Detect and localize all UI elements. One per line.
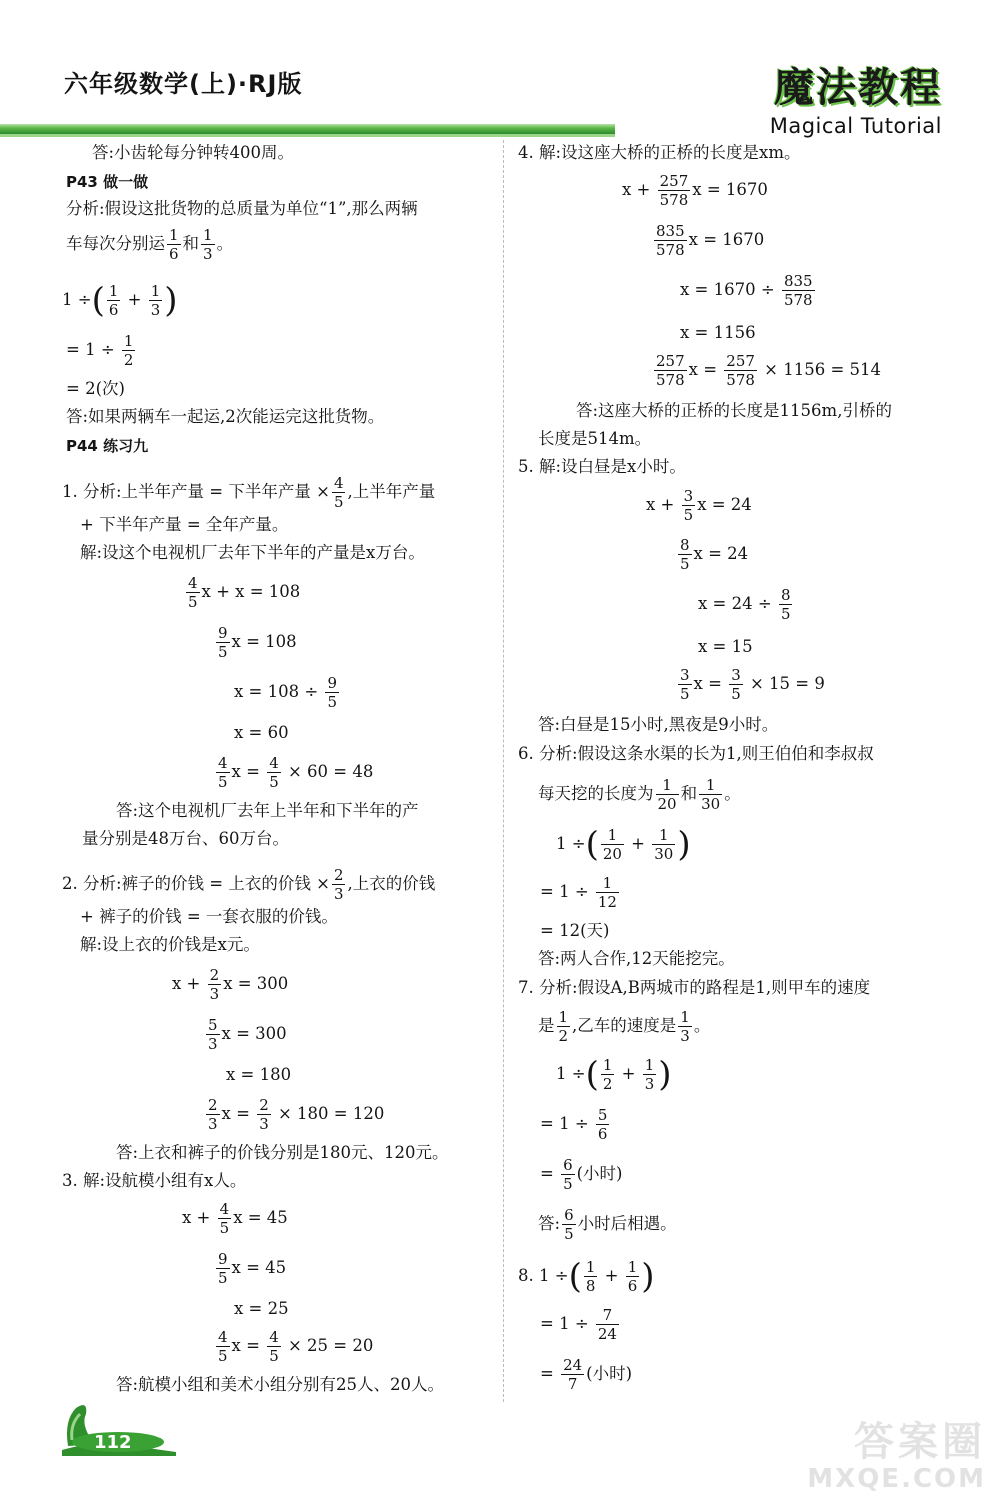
equation-line: $\frac{4}{5}$ x + x = 108 [188, 574, 301, 611]
equation-line: $\frac{4}{5}$ x = $\frac{4}{5}$ × 60 = 48 [218, 754, 374, 791]
page-number-badge [58, 1400, 178, 1458]
equation-line: $\frac{4}{5}$ x = $\frac{4}{5}$ × 25 = 20 [218, 1328, 374, 1365]
equation-line: $\frac{8}{5}$ x = 24 [680, 536, 749, 573]
solution-line: 3. 解:设航模小组有x人。 [62, 1171, 247, 1190]
equation-line: = 2(次) [66, 379, 125, 398]
analysis-line: 每天挖的长度为 $\frac{1}{20}$ 和 $\frac{1}{30}$ 。 [538, 776, 741, 813]
answer-line: 量分别是48万台、60万台。 [82, 829, 289, 848]
analysis-line: 车每次分别运 $\frac{1}{6}$ 和 $\frac{1}{3}$ 。 [66, 226, 234, 263]
solution-line: 解:设上衣的价钱是x元。 [80, 935, 260, 954]
equation-line: = 1 ÷ $\frac{7}{24}$ [540, 1306, 617, 1343]
analysis-line: + 下半年产量 = 全年产量。 [80, 515, 289, 534]
answer-line: 答:两人合作,12天能挖完。 [538, 949, 735, 968]
analysis-line: + 裤子的价钱 = 一套衣服的价钱。 [80, 907, 338, 926]
equation-line: x = 180 [226, 1065, 292, 1084]
solution-line: 解:设这个电视机厂去年下半年的产量是x万台。 [80, 543, 425, 562]
equation-line: = 12(天) [540, 921, 610, 940]
equation-line: $\frac{3}{5}$ x = $\frac{3}{5}$ × 15 = 9 [680, 666, 825, 703]
equation-line: $\frac{257}{578}$ x = $\frac{257}{578}$ × 1156 = 514 [656, 352, 882, 389]
equation-line: 1 ÷( $\frac{1}{20}$ + $\frac{1}{30}$ ) [556, 824, 691, 865]
equation-line: = 1 ÷ $\frac{5}{6}$ [540, 1106, 608, 1143]
book-title: 六年级数学(上)·RJ版 [64, 70, 303, 98]
brand-title-en: Magical Tutorial [769, 114, 942, 138]
answer-line: 答:航模小组和美术小组分别有25人、20人。 [116, 1375, 445, 1394]
equation-line: $\frac{9}{5}$ x = 108 [218, 624, 297, 661]
answer-line: 答:如果两辆车一起运,2次能运完这批货物。 [66, 407, 385, 426]
equation-line: x = 1670 ÷ $\frac{835}{578}$ [680, 272, 813, 309]
column-divider [503, 140, 504, 1402]
analysis-line: 是 $\frac{1}{2}$ ,乙车的速度是 $\frac{1}{3}$ 。 [538, 1008, 711, 1045]
answer-line: 答:小齿轮每分钟转400周。 [92, 143, 295, 162]
equation-line: x = 25 [234, 1299, 289, 1318]
page-number: 112 [94, 1432, 132, 1453]
answer-line: 答:这个电视机厂去年上半年和下半年的产 [116, 801, 419, 820]
equation-line: $\frac{9}{5}$ x = 45 [218, 1250, 287, 1287]
equation-line: x = 60 [234, 723, 289, 742]
equation-line: x = 108 ÷ $\frac{9}{5}$ [234, 674, 337, 711]
solution-line: 5. 解:设白昼是x小时。 [518, 457, 686, 476]
equation-line: x + $\frac{4}{5}$ x = 45 [182, 1200, 288, 1237]
header-green-bar [0, 124, 615, 134]
analysis-line: 7. 分析:假设A,B两城市的路程是1,则甲车的速度 [518, 978, 871, 997]
section-heading-p44: P44 练习九 [66, 437, 149, 455]
equation-line: = $\frac{6}{5}$ (小时) [540, 1156, 623, 1193]
brand-title-cn: 魔法教程 [774, 65, 942, 111]
equation-line: x + $\frac{3}{5}$ x = 24 [646, 487, 752, 524]
equation-line: x = 15 [698, 637, 753, 656]
analysis-line: 6. 分析:假设这条水渠的长为1,则王伯伯和李叔叔 [518, 744, 874, 763]
equation-line: = $\frac{24}{7}$ (小时) [540, 1356, 633, 1393]
solution-line: 4. 解:设这座大桥的正桥的长度是xm。 [518, 143, 801, 162]
answer-line: 答:这座大桥的正桥的长度是1156m,引桥的 [576, 401, 892, 420]
answer-line: 答:上衣和裤子的价钱分别是180元、120元。 [116, 1143, 449, 1162]
equation-line: $\frac{835}{578}$ x = 1670 [656, 222, 765, 259]
equation-line: x = 1156 [680, 323, 756, 342]
answer-line: 长度是514m。 [538, 429, 652, 448]
equation-line: $\frac{2}{3}$ x = $\frac{2}{3}$ × 180 = 120 [208, 1096, 385, 1133]
equation-line: 1 ÷( $\frac{1}{6}$ + $\frac{1}{3}$ ) [62, 280, 178, 321]
witch-hat-icon [58, 1400, 178, 1458]
equation-line: x = 24 ÷ $\frac{8}{5}$ [698, 586, 791, 623]
equation-line: x + $\frac{2}{3}$ x = 300 [172, 966, 289, 1003]
answer-line: 答:白昼是15小时,黑夜是9小时。 [538, 715, 779, 734]
analysis-line: 1. 分析:上半年产量 = 下半年产量 × $\frac{4}{5}$ ,上半年产量 [62, 474, 436, 511]
fraction: $\frac{1}{3}$ [203, 226, 213, 263]
equation-line: 8. 1 ÷( $\frac{1}{8}$ + $\frac{1}{6}$ ) [518, 1256, 655, 1297]
analysis-line: 2. 分析:裤子的价钱 = 上衣的价钱 × $\frac{2}{3}$ ,上衣的价钱 [62, 866, 436, 903]
equation-line: 1 ÷( $\frac{1}{2}$ + $\frac{1}{3}$ ) [556, 1054, 672, 1095]
brand-logo [770, 66, 942, 138]
watermark-line1: 答案圈 [854, 1419, 986, 1465]
fraction: $\frac{1}{6}$ [169, 226, 179, 263]
watermark [807, 1420, 986, 1494]
answer-line: 答: $\frac{6}{5}$ 小时后相遇。 [538, 1206, 677, 1243]
equation-line: = 1 ÷ $\frac{1}{12}$ [540, 874, 617, 911]
watermark-line2: MXQE.COM [807, 1464, 986, 1494]
analysis-line: 分析:假设这批货物的总质量为单位“1”,那么两辆 [66, 199, 418, 218]
equation-line: x + $\frac{257}{578}$ x = 1670 [622, 172, 768, 209]
header-green-bar-light [0, 134, 615, 137]
equation-line: $\frac{5}{3}$ x = 300 [208, 1016, 287, 1053]
section-heading-p43: P43 做一做 [66, 173, 149, 191]
equation-line: = 1 ÷ $\frac{1}{2}$ [66, 332, 134, 369]
